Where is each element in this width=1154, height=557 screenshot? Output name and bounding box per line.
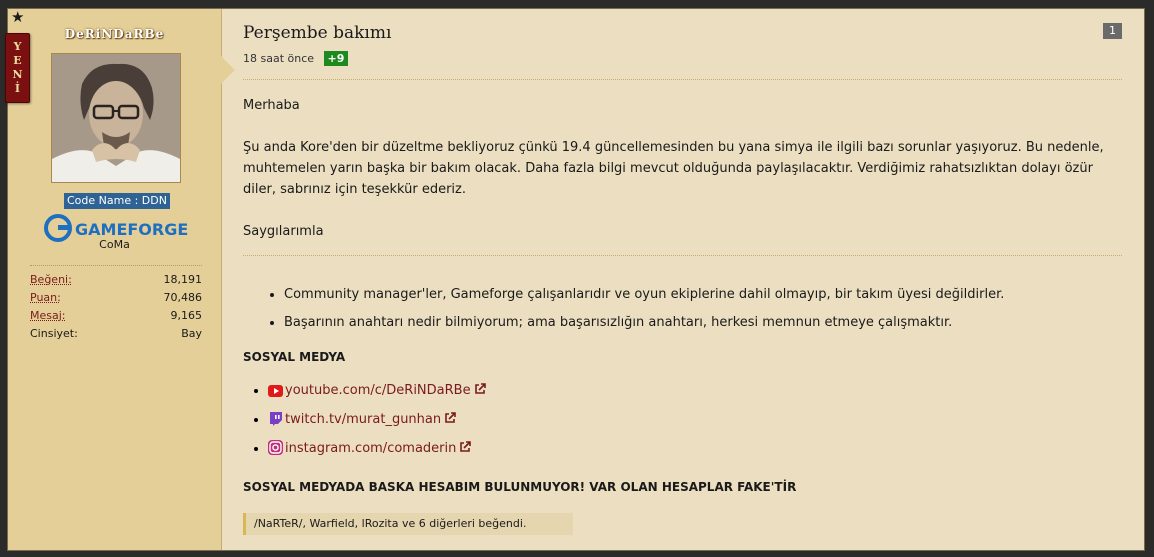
user-panel xyxy=(8,9,222,550)
stat-points: Puan: 70,486 xyxy=(30,291,202,304)
instagram-icon xyxy=(268,440,283,455)
post-number[interactable]: 1 xyxy=(1103,23,1122,39)
avatar[interactable] xyxy=(51,53,181,183)
list-item xyxy=(268,381,486,410)
username[interactable]: DeRiNDaRBe xyxy=(64,27,165,41)
signature-divider xyxy=(243,255,1122,256)
closing: Saygılarımla xyxy=(243,224,324,239)
post-meta xyxy=(243,51,348,66)
stat-likes: Beğeni: 18,191 xyxy=(30,273,202,286)
org-subtitle: CoMa xyxy=(99,238,130,251)
list-item xyxy=(268,410,486,439)
panel-pointer xyxy=(220,55,235,85)
stat-gender: Cinsiyet: Bay xyxy=(30,327,202,340)
youtube-link[interactable]: youtube.com/c/DeRiNDaRBe xyxy=(285,383,471,398)
twitch-icon xyxy=(268,411,283,426)
stat-messages: Mesaj: 9,165 xyxy=(30,309,202,322)
post-main xyxy=(243,9,1123,550)
post-time[interactable]: 18 saat önce xyxy=(243,52,315,65)
instagram-link[interactable]: instagram.com/comaderin xyxy=(285,441,457,456)
external-link-icon xyxy=(474,383,486,395)
social-links xyxy=(243,381,486,468)
svg-text:GAMEFORGE: GAMEFORGE xyxy=(75,220,188,239)
divider xyxy=(243,79,1122,80)
external-link-icon xyxy=(444,412,456,424)
list-item xyxy=(268,439,486,468)
post-paragraph: Şu anda Kore'den bir düzeltme bekliyoruz çünkü 19.4 güncellemesinden bu yana simya ile ilgili bazı sorunlar yaşıyoruz. Bu nedenle, muhtemelen yarın başka bir bakım olacak. Daha fazla bilgi mevcut olduğunda paylaşılacaktır. Verdiğimiz rahatsızlıktan dolayı özür diler, sabrınız için teşekkür ederiz. xyxy=(243,140,1104,197)
signature-bullets xyxy=(243,285,1123,341)
twitch-link[interactable]: twitch.tv/murat_gunhan xyxy=(285,412,442,427)
list-item: • Başarının anahtarı nedir bilmiyorum; ama başarısızlığın anahtarı, herkesi memnun etmeye çalışmaktır. xyxy=(284,313,1123,341)
warning-heading: SOSYAL MEDYADA BASKA HESABIM BULUNMUYOR! VAR OLAN HESAPLAR FAKE'TİR xyxy=(243,480,797,494)
list-item: • Community manager'ler, Gameforge çalışanlarıdır ve oyun ekiplerine dahil olmayıp, bir takım üyesi değildirler. xyxy=(284,285,1123,313)
user-title-badge: Code Name : DDN xyxy=(64,193,170,209)
external-link-icon xyxy=(459,441,471,453)
new-user-ribbon: Y E N İ xyxy=(5,33,30,103)
likes-summary[interactable]: /NaRTeR/, Warfield, lRozita ve 6 diğerleri beğendi. xyxy=(243,513,573,535)
greeting: Merhaba xyxy=(243,98,300,113)
youtube-icon xyxy=(268,385,283,397)
social-heading: SOSYAL MEDYA xyxy=(243,350,346,364)
score-badge: +9 xyxy=(324,51,349,66)
post-container xyxy=(7,8,1145,551)
post-title: Perşembe bakımı xyxy=(243,23,392,43)
user-stats xyxy=(30,265,202,343)
post-body xyxy=(243,95,1123,242)
star-icon: ★ xyxy=(11,8,25,26)
